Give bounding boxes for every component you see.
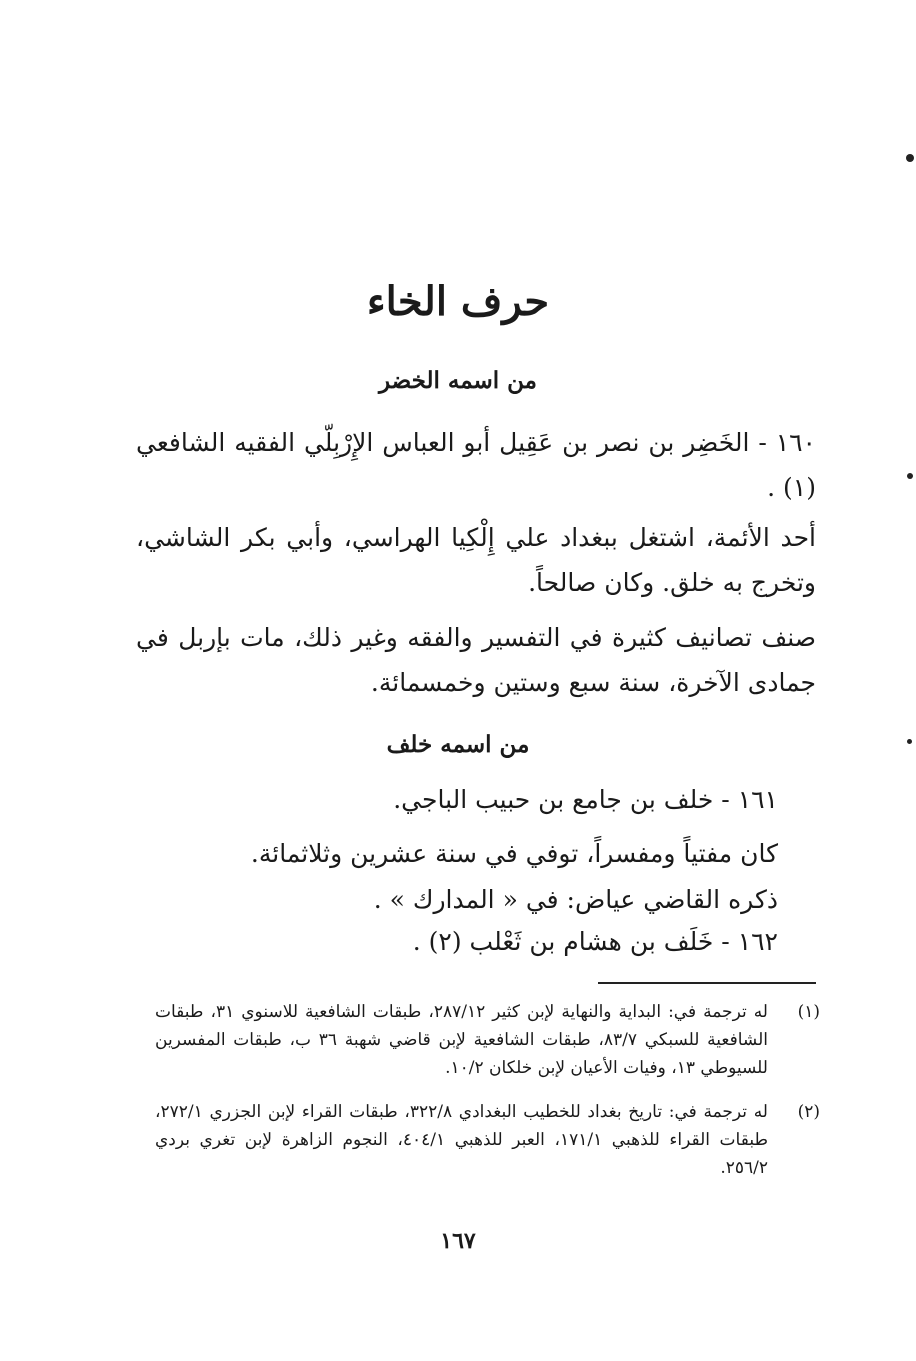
entry-line: ١٦١ - خلف بن جامع بن حبيب الباجي. (393, 785, 778, 814)
footnote-divider (598, 982, 816, 984)
footnote (155, 1098, 820, 1188)
entry-line: كان مفتياً ومفسراً، توفي في سنة عشرين وثلاثمائة. (250, 839, 778, 868)
entry-line: ذكره القاضي عياض: في « المدارك » . (373, 885, 778, 914)
section-heading: من اسمه خلف (386, 731, 530, 758)
footnote-number: (٢) (797, 1102, 820, 1122)
footnote-text: له ترجمة في: تاريخ بغداد للخطيب البغدادي ٣٢٢/٨، طبقات القراء لإبن الجزري ٢٧٢/١، طبقات القراء للذهبي ١٧١/١، العبر للذهبي ٤٠٤/١، النجوم الزاهرة لإبن تغري بردي ٢٥٦/٢. (155, 1102, 768, 1178)
page-number: ١٦٧ (440, 1228, 476, 1254)
entry-line: ١٦٢ - خَلَف بن هشام بن ثَعْلب (٢) . (412, 927, 778, 956)
footnote-text: له ترجمة في: البداية والنهاية لإبن كثير ٢٨٧/١٢، طبقات الشافعية للاسنوي ٣١، طبقات الشافعية للسبكي ٨٣/٧، طبقات الشافعية لإبن قاضي شهبة ٣٦ ب، طبقات المفسرين للسيوطي ١٣، وفيات الأعيان لإبن خلكان ١٠/٢. (155, 1002, 768, 1078)
margin-mark (906, 154, 914, 162)
section-heading: من اسمه الخضر (378, 367, 537, 394)
footnote (155, 998, 820, 1088)
footnote-number: (١) (797, 1002, 820, 1022)
margin-mark (907, 473, 913, 479)
entry-paragraph: ١٦٠ - الخَضِر بن نصر بن عَقِيل أبو العباس الإِرْبِلّي الفقيه الشافعي (١) . (136, 428, 816, 502)
entry-paragraph: أحد الأئمة، اشتغل ببغداد علي إِلْكِيا الهراسي، وأبي بكر الشاشي، وتخرج به خلق. وكان صالحاً. (136, 523, 816, 597)
entry-paragraph: صنف تصانيف كثيرة في التفسير والفقه وغير ذلك، مات بإربل في جمادى الآخرة، سنة سبع وستين وخمسمائة. (136, 623, 816, 697)
chapter-title: حرف الخاء (366, 278, 550, 325)
